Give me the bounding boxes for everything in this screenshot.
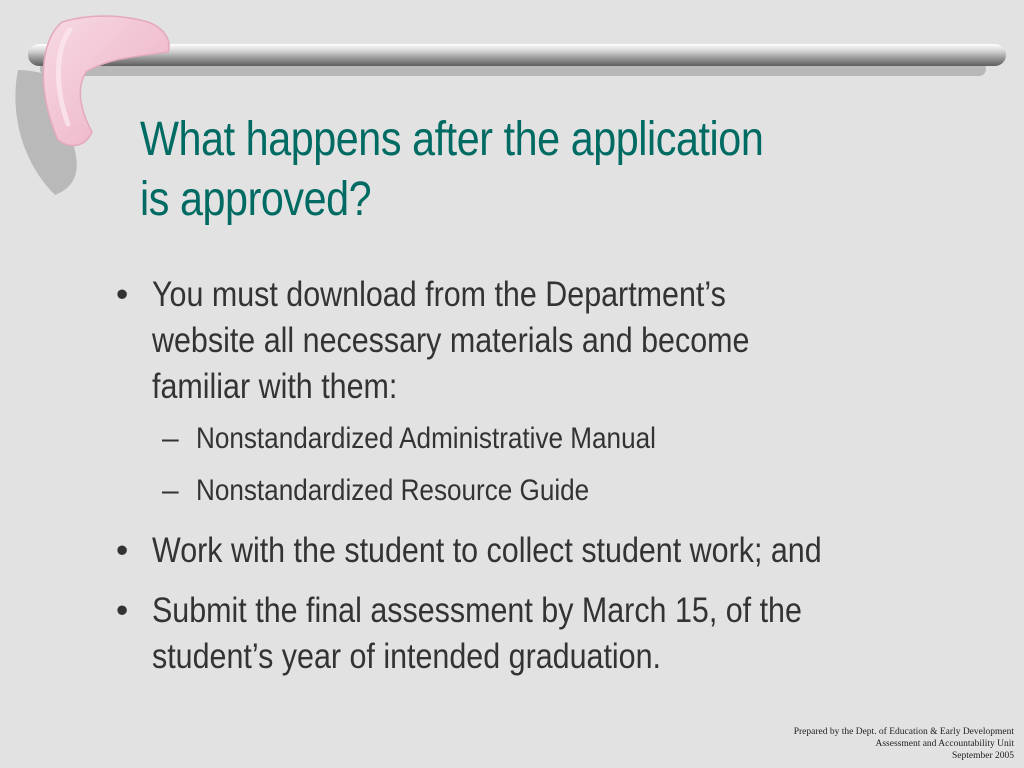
footer-line: Prepared by the Dept. of Education & Early Development [793,727,1014,737]
bullet-text [152,528,987,574]
bullet-text-line: website all necessary materials and become [152,321,750,360]
title-line: What happens after the application [140,113,764,166]
sub-bullet-text: Nonstandardized Resource Guide [196,474,590,507]
slide-footer [794,726,1014,762]
slide-title [140,110,880,230]
bullet-text [152,588,987,680]
bullet-text-line: You must download from the Department’s [152,275,726,314]
sub-bullet-marker: – [162,474,179,507]
title-line: is approved? [140,173,372,226]
bullet-text-line: student’s year of intended graduation. [152,637,662,676]
bullet-item [112,528,1012,574]
sub-bullet-item [112,416,1012,462]
bullet-list [112,272,1012,680]
bullet-item [112,272,1012,410]
sub-bullet-item [112,468,1012,514]
footer-line: Assessment and Accountability Unit [875,739,1014,749]
sub-bullet-text: Nonstandardized Administrative Manual [196,422,656,455]
bullet-marker: • [116,275,129,314]
bullet-text [152,272,987,410]
bullet-text-line: Submit the final assessment by March 15, of the [152,591,802,630]
bullet-item [112,588,1012,680]
bullet-marker: • [116,591,129,630]
bullet-text-line: Work with the student to collect student work; and [152,531,822,570]
title-bar [28,44,1006,66]
footer-line: September 2005 [951,751,1014,761]
bullet-text-line: familiar with them: [152,367,398,406]
bullet-marker: • [116,531,129,570]
sub-bullet-marker: – [162,422,179,455]
